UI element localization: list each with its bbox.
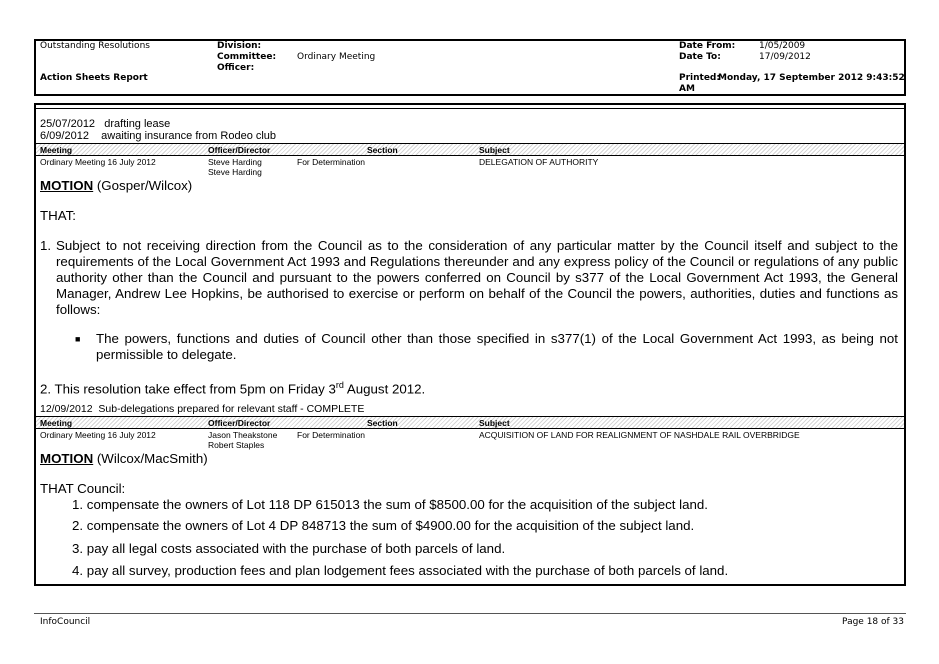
- col-subject-header: Subject: [479, 418, 510, 428]
- note-date: 6/09/2012: [40, 130, 89, 142]
- item1-motion: [40, 178, 192, 194]
- item2-motion: [40, 451, 208, 467]
- committee-label: Committee:: [217, 52, 277, 62]
- col-meeting-header: Meeting: [40, 145, 73, 155]
- item1-officer: Steve Harding: [208, 157, 262, 167]
- note-row: [40, 130, 276, 143]
- note-date: 25/07/2012: [40, 118, 96, 130]
- officer-label: Officer:: [217, 63, 255, 73]
- note-text: drafting lease: [104, 118, 171, 130]
- list-item-text: compensate the owners of Lot 4 DP 848713 the sum of $4900.00 for the acquisition of the subject land.: [86, 518, 695, 533]
- date-to-label: Date To:: [679, 52, 721, 62]
- item1-bullet-text: The powers, functions and duties of Council other than those specified in s377(1) of the Local Government Act 1993, as being not permissible to delegate.: [96, 331, 898, 362]
- date-to-value: 17/09/2012: [759, 52, 811, 62]
- item1-director: Steve Harding: [208, 167, 262, 177]
- motion-label: MOTION: [40, 178, 94, 193]
- col-section-header: Section: [367, 418, 398, 428]
- list-item-text: pay all legal costs associated with the purchase of both parcels of land.: [86, 541, 506, 556]
- band-bottom-rule: [36, 155, 904, 156]
- note-text: Sub-delegations prepared for relevant staff - COMPLETE: [98, 403, 365, 415]
- printed-label: Printed:: [679, 73, 720, 83]
- printed-value-continued: AM: [679, 84, 695, 94]
- item2-subject: ACQUISITION OF LAND FOR REALIGNMENT OF NASHDALE RAIL OVERBRIDGE: [479, 430, 800, 440]
- footer-rule: [34, 613, 906, 614]
- item1-point-1-text: Subject to not receiving direction from the Council as to the consideration of any particular matter by the Council itself and subject to the requirements of the Local Government Act 1993 and Regulations thereunder and any express policy of the Council or regulations of any public authority other than the Council and pursuant to the powers conferred on Council by s377 of the Local Government Act 1993, the General Manager, Andrew Lee Hopkins, be authorised to exercise or perform on behalf of the Council the powers, authorities, duties and functions as follows:: [56, 238, 898, 317]
- col-officer-header: Officer/Director: [208, 418, 271, 428]
- footer-page-number: Page 18 of 33: [842, 617, 904, 627]
- report-type: Action Sheets Report: [40, 73, 148, 83]
- item2-officer: Jason Theakstone: [208, 430, 278, 440]
- col-meeting-header: Meeting: [40, 418, 73, 428]
- content-top-rule: [36, 108, 904, 109]
- item2-meeting: Ordinary Meeting 16 July 2012: [40, 430, 156, 440]
- list-item: [72, 497, 708, 513]
- item1-point-2: [40, 377, 425, 397]
- list-item-number: 4.: [72, 563, 84, 578]
- item1-progress-note: [40, 403, 364, 415]
- list-item-number: 2.: [72, 518, 84, 533]
- item2-section: For Determination: [297, 430, 366, 440]
- note-text: awaiting insurance from Rodeo club: [101, 130, 277, 142]
- report-name: Outstanding Resolutions: [40, 41, 150, 51]
- column-header-band: [36, 144, 904, 155]
- list-item: [72, 518, 694, 534]
- footer-app-name: InfoCouncil: [40, 617, 91, 627]
- note-date: 12/09/2012: [40, 403, 93, 415]
- item1-section: For Determination: [297, 157, 366, 167]
- point-2-superscript: rd: [335, 380, 344, 390]
- division-label: Division:: [217, 41, 262, 51]
- point-2-text: 2. This resolution take effect from 5pm on Friday 3: [40, 381, 336, 397]
- col-section-header: Section: [367, 145, 398, 155]
- motion-movers: (Wilcox/MacSmith): [93, 451, 208, 466]
- item1-subject: DELEGATION OF AUTHORITY: [479, 157, 599, 167]
- col-officer-header: Officer/Director: [208, 145, 271, 155]
- point-2-text-end: August 2012.: [343, 381, 426, 397]
- item2-that: THAT Council:: [40, 481, 126, 496]
- date-from-label: Date From:: [679, 41, 736, 51]
- motion-movers: (Gosper/Wilcox): [93, 178, 193, 193]
- band-bottom-rule: [36, 428, 904, 429]
- item1-meeting: Ordinary Meeting 16 July 2012: [40, 157, 156, 167]
- list-item-number: 3.: [72, 541, 84, 556]
- list-item: [72, 541, 505, 557]
- bullet-icon: ■: [75, 334, 81, 344]
- item1-that: THAT:: [40, 208, 76, 223]
- list-item-number: 1.: [72, 497, 84, 512]
- col-subject-header: Subject: [479, 145, 510, 155]
- list-item: [72, 563, 728, 579]
- item1-point-1-number: 1.: [40, 238, 52, 253]
- committee-value: Ordinary Meeting: [297, 52, 376, 62]
- printed-value: Monday, 17 September 2012 9:43:52: [718, 73, 905, 83]
- column-header-band: [36, 417, 904, 428]
- motion-label: MOTION: [40, 451, 94, 466]
- item2-director: Robert Staples: [208, 440, 265, 450]
- date-from-value: 1/05/2009: [759, 41, 806, 51]
- list-item-text: pay all survey, production fees and plan lodgement fees associated with the purchase of both parcels of land.: [86, 563, 729, 578]
- list-item-text: compensate the owners of Lot 118 DP 615013 the sum of $8500.00 for the acquisition of the subject land.: [86, 497, 708, 512]
